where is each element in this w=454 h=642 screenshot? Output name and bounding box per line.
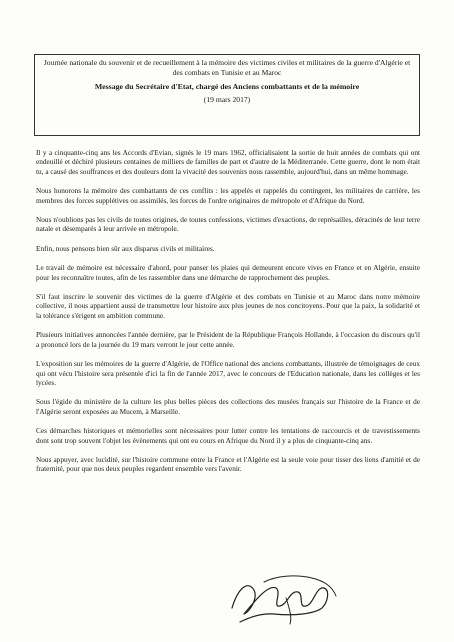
paragraph-9: Sous l'égide du ministère de la culture les plus belles pièces des collections des musées français sur l'histoire de la France et de l'Algérie seront exposées au Mucem, à Marseille. [36,397,420,416]
paragraph-10: Ces démarches historiques et mémorielles sont nécessaires pour lutter contre les tentations de raccourcis et de travestissements dont sont trop souvent l'objet les évènements qui ont eu cours en Afrique du Nord il y a plus de cinquante-cinq ans. [36,426,420,445]
paragraph-7: Plusieurs initiatives annoncées l'année dernière, par le Président de la République François Hollande, à l'occasion du discours qu'il a prononcé lors de la journée du 19 mars verront le jour cette année. [36,330,420,349]
paragraph-3: Nous n'oublions pas les civils de toutes origines, de toutes confessions, victimes d'exactions, de représailles, déracinés de leur terre natale et désemparés à leur arrivée en métropole. [36,215,420,234]
paragraph-5: Le travail de mémoire est nécessaire d'abord, pour panser les plaies qui demeurent encore vives en France et en Algérie, ensuite pour les reconnaître toutes, afin de les rassembler dans une démarche de rapprochement des peuples. [36,263,420,282]
paragraph-2: Nous honorons la mémoire des combattants de ces conflits : les appelés et rappelés du contingent, les militaires de carrière, les membres des forces supplétives ou assimilés, les forces de l'ordre originaires de métropole et d'Afrique du Nord. [36,186,420,205]
paragraph-1: Il y a cinquante-cinq ans les Accords d'Evian, signés le 19 mars 1962, officialisaient la sortie de huit années de combats qui ont endeuillé et déchiré plusieurs centaines de milliers de familles de part et d'autre de la Méditerranée. Cette guerre, dont le nom était tu, a causé des souffrances et des douleurs dont la vivacité des souvenirs nous rassemble, aujourd'hui, dans un même hommage. [36,148,420,176]
paragraph-4: Enfin, nous pensons bien sûr aux disparus civils et militaires. [36,243,215,253]
header-box [34,54,420,136]
paragraph-11: Nous appuyer, avec lucidité, sur l'histoire commune entre la France et l'Algérie est la seule voie pour tisser des liens d'amitié et de fraternité, pour que nos deux peuples regardent ensemble vers l'avenir. [36,454,420,474]
message-body [36,148,420,484]
message-title: Message du Secrétaire d'Etat, chargé des Anciens combattants et de la mémoire [94,82,360,92]
handwritten-signature [224,568,344,628]
paragraph-6: S'il faut inscrire le souvenir des victimes de la guerre d'Algérie et des combats en Tunisie et au Maroc dans notre mémoire collective, il nous appartient aussi de transmettre leur histoire aux plus jeunes de nos concitoyens. Pour que la paix, la solidarité et la tolérance s'érigent en ambition commune. [36,292,420,320]
header-subtitle: Journée nationale du souvenir et de recueillement à la mémoire des victimes civiles et militaires de la guerre d'Algérie et des combats en Tunisie et au Maroc [43,58,411,78]
message-date: (19 mars 2017) [203,94,251,104]
paragraph-8: L'exposition sur les mémoires de la guerre d'Algérie, de l'Office national des anciens combattants, illustrée de témoignages de ceux qui ont vécu l'histoire sera présentée d'ici la fin de l'année 2017, avec le concours de l'Education nationale, dans les collèges et les lycées. [36,359,420,387]
